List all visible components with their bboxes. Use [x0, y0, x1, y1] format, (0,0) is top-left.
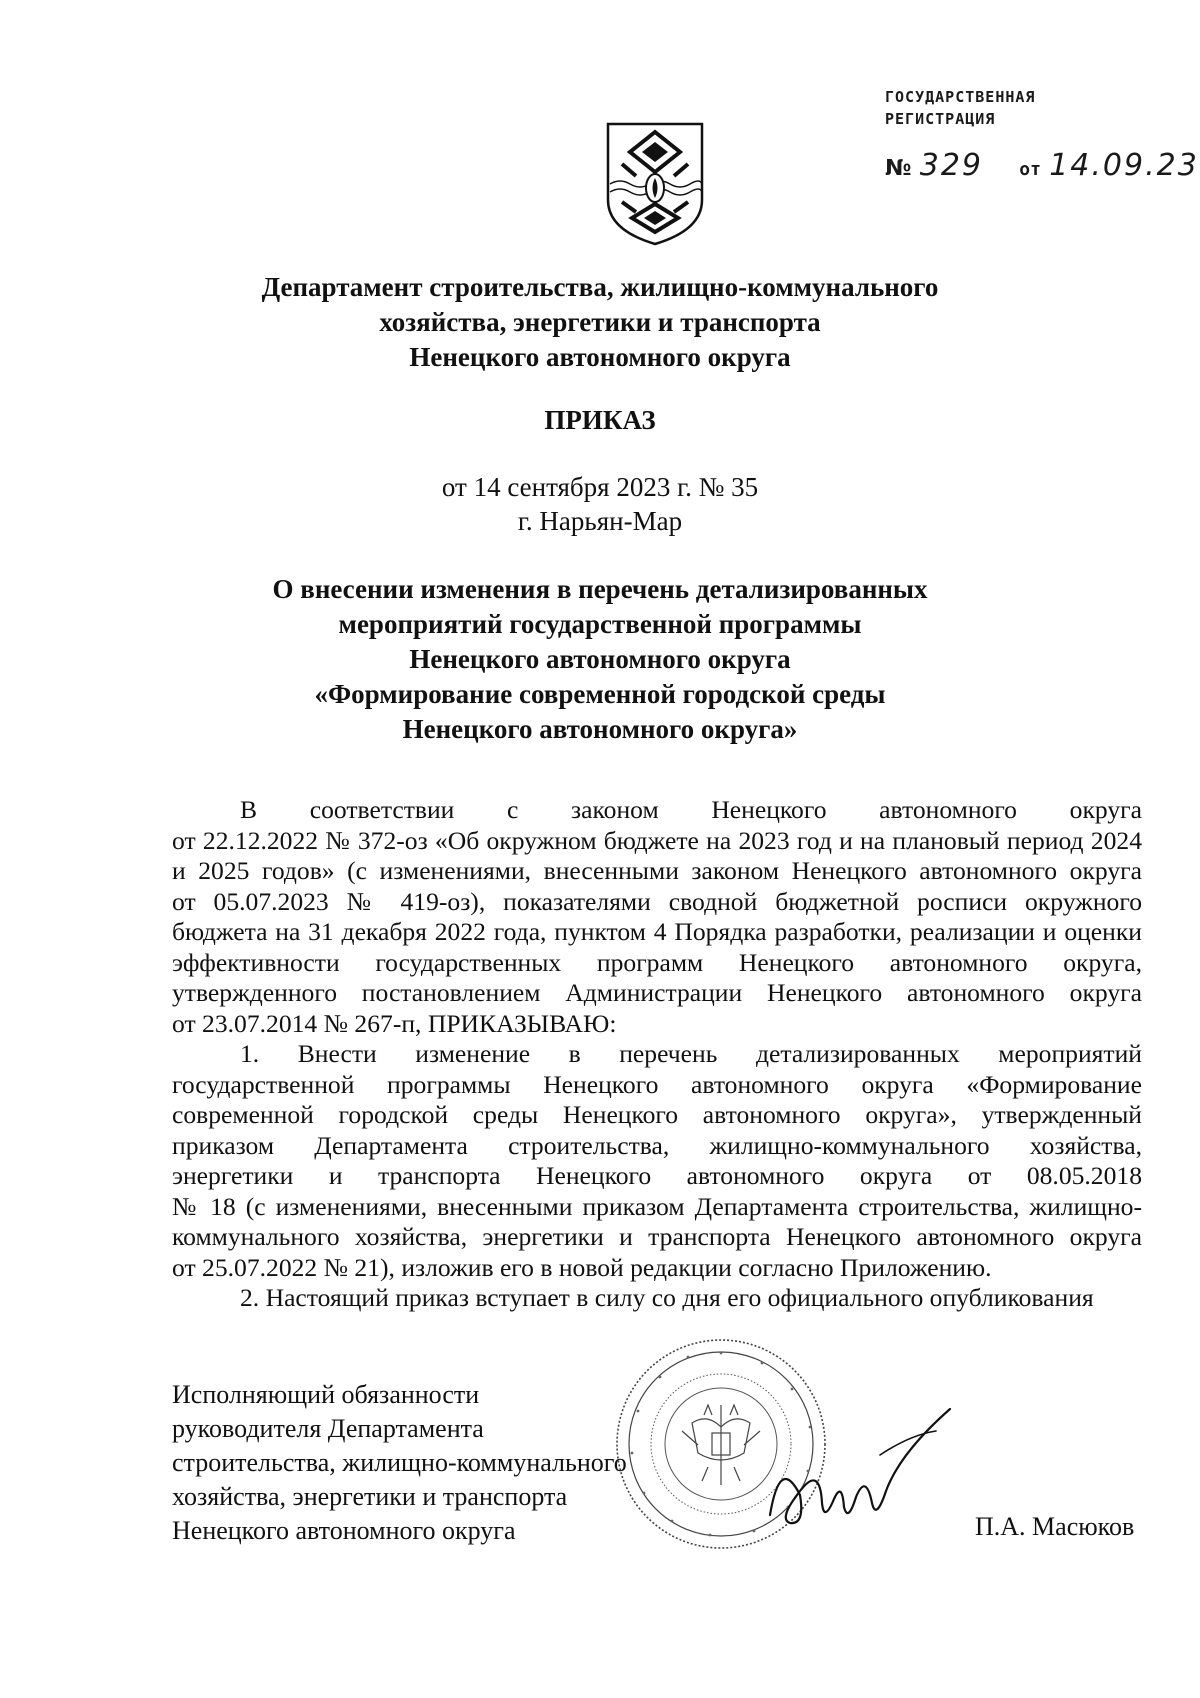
department-line: Департамент строительства, жилищно-коммунального	[261, 272, 939, 302]
subject-line: мероприятий государственной программы	[338, 609, 862, 639]
body-line: от 22.12.2022 № 372-оз «Об окружном бюджете на 2023 год и на плановый период 2024	[172, 825, 1142, 855]
coat-of-arms-icon	[600, 118, 710, 250]
body-line: В соответствии с законом Ненецкого автономного округа	[240, 795, 1142, 824]
order-subject	[0, 572, 1200, 747]
registration-line-2: РЕГИСТРАЦИЯ	[885, 110, 996, 128]
position-line: руководителя Департамента	[172, 1414, 484, 1443]
position-line: хозяйства, энергетики и транспорта	[172, 1482, 568, 1511]
subject-line: «Формирование современной городской среды	[314, 679, 886, 709]
department-name	[0, 270, 1200, 375]
body-line: бюджета на 31 декабря 2022 года, пунктом 4 Порядка разработки, реализации и оценки	[172, 917, 1142, 946]
registration-number-label: №	[885, 156, 912, 181]
subject-line: Ненецкого автономного округа	[409, 644, 791, 674]
signatory-name: П.А. Масюков	[975, 1512, 1135, 1541]
handwritten-signature-icon	[760, 1395, 960, 1545]
body-line: от 23.07.2014 № 267-п, ПРИКАЗЫВАЮ:	[172, 1008, 617, 1038]
registration-date: 14.09.23	[1049, 148, 1199, 183]
body-line: эффективности государственных программ Ненецкого автономного округа,	[172, 947, 1142, 977]
document-type: ПРИКАЗ	[544, 405, 656, 435]
body-line: утвержденного постановлением Администрации Ненецкого автономного округа	[172, 978, 1142, 1007]
order-meta	[0, 470, 1200, 538]
order-body	[172, 795, 1142, 1314]
body-line: коммунального хозяйства, энергетики и транспорта Ненецкого автономного округа	[172, 1222, 1142, 1251]
subject-line: Ненецкого автономного округа»	[402, 714, 798, 744]
subject-line: О внесении изменения в перечень детализированных	[272, 574, 928, 604]
position-line: Исполняющий обязанности	[172, 1380, 480, 1409]
position-line: Ненецкого автономного округа	[172, 1516, 516, 1545]
position-line: строительства, жилищно-коммунального	[172, 1448, 627, 1477]
body-line: приказом Департамента строительства, жилищно-коммунального хозяйства,	[172, 1130, 1142, 1160]
registration-date-label: от	[1019, 159, 1041, 180]
signatory-position	[172, 1378, 627, 1548]
body-line: 1. Внести изменение в перечень детализированных мероприятий	[240, 1039, 1142, 1068]
body-line: от 25.07.2022 № 21), изложив его в новой редакции согласно Приложению.	[172, 1252, 992, 1282]
body-line: современной городской среды Ненецкого автономного округа», утвержденный	[172, 1100, 1142, 1129]
body-line: от 05.07.2023 № 419-оз), показателями сводной бюджетной росписи окружного	[172, 886, 1142, 916]
registration-line-1: ГОСУДАРСТВЕННАЯ	[885, 88, 1036, 106]
order-city: г. Нарьян-Мар	[517, 506, 683, 536]
body-line: 2. Настоящий приказ вступает в силу со дня его официального опубликования	[240, 1283, 1094, 1312]
registration-stamp	[885, 86, 1035, 130]
body-line: и 2025 годов» (с изменениями, внесенными законом Ненецкого автономного округа	[172, 856, 1142, 885]
body-line: государственной программы Ненецкого автономного округа «Формирование	[172, 1069, 1142, 1099]
registration-number-row	[885, 148, 1199, 183]
department-line: Ненецкого автономного округа	[409, 342, 791, 372]
body-line: энергетики и транспорта Ненецкого автономного округа от 08.05.2018	[172, 1161, 1142, 1190]
registration-number: 329	[919, 148, 983, 183]
body-line: № 18 (с изменениями, внесенными приказом Департамента строительства, жилищно-	[172, 1191, 1142, 1221]
department-line: хозяйства, энергетики и транспорта	[379, 307, 821, 337]
order-date-number: от 14 сентября 2023 г. № 35	[441, 472, 759, 502]
